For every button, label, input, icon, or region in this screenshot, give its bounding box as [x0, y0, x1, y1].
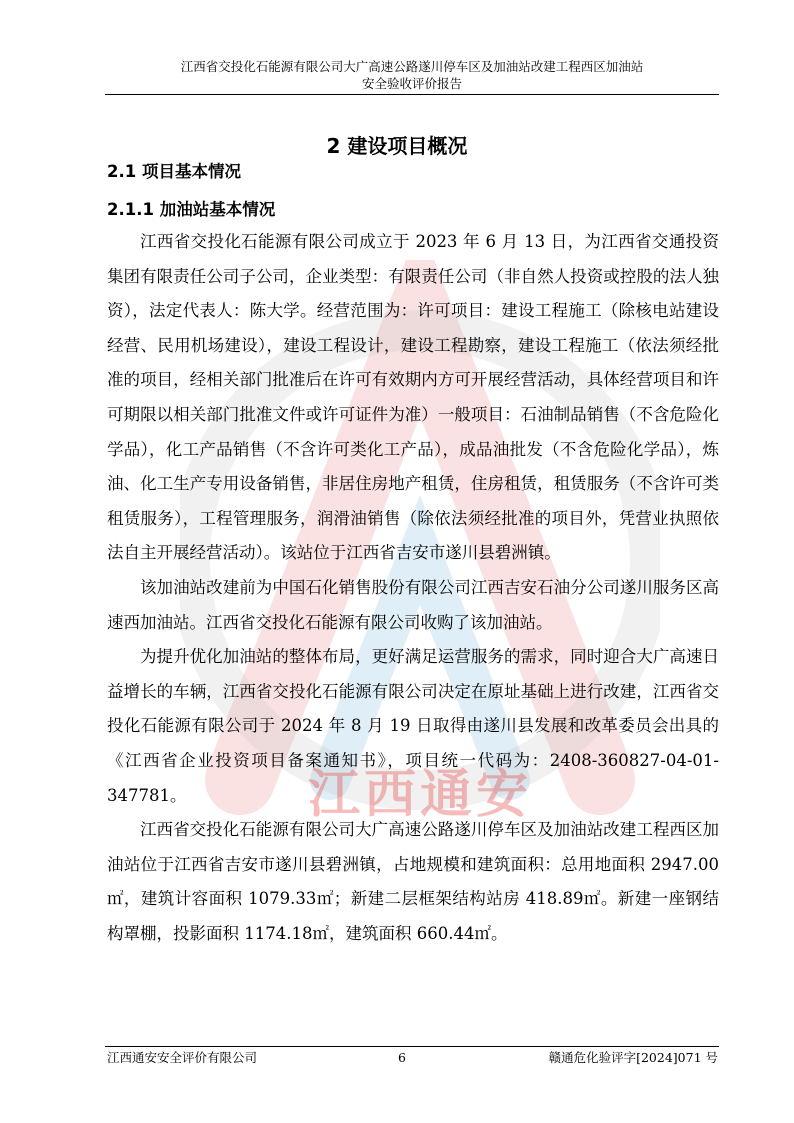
paragraph-company-intro: 江西省交投化石能源有限公司成立于 2023 年 6 月 13 日，为江西省交通投资集团有限责任公司子公司，企业类型：有限责任公司（非自然人投资或控股的法人独资），法定代表人：陈大学。经营范围为：许可项目：建设工程施工（除核电站建设经营、民用机场建设），建设工程设计，建设工程勘察，建设工程施工（依法须经批准的项目，经相关部门批准后在许可有效期内方可开展经营活动，具体经营项目和许可期限以相关部门批准文件或许可证件为准）一般项目：石油制品销售（不含危险化学品），化工产品销售（不含许可类化工产品），成品油批发（不含危险化学品），炼油、化工生产专用设备销售，非居住房地产租赁，住房租赁，租赁服务（不含许可类租赁服务），工程管理服务，润滑油销售（除依法须经批准的项目外，凭营业执照依法自主开展经营活动）。该站位于江西省吉安市遂川县碧洲镇。	[107, 232, 719, 563]
body-text	[107, 225, 719, 951]
subsection-heading: 2.1.1 加油站基本情况	[107, 200, 276, 219]
paragraph-reconstruction: 为提升优化加油站的整体布局，更好满足运营服务的需求，同时迎合大广高速日益增长的车辆，江西省交投化石能源有限公司决定在原址基础上进行改建，江西省交投化石能源有限公司于 2024 年 8 月 19 日取得由遂川县发展和改革委员会出具的《江西省企业投资项目备案通知书》，项目统一代码为：2408-360827-04-01-347781。	[107, 647, 719, 805]
watermark-text: 江西通安	[308, 765, 533, 825]
header-line-2: 安全验收评价报告	[361, 76, 462, 91]
footer-divider	[105, 1046, 719, 1047]
footer-page-number: 6	[398, 1050, 406, 1065]
header-line-1: 江西省交投化石能源有限公司大广高速公路遂川停车区及加油站改建工程西区加油站	[180, 59, 644, 74]
page-header	[105, 58, 719, 95]
footer-doc-number: 赣通危化验评字[2024]071 号	[548, 1050, 718, 1065]
paragraph-previous-owner: 该加油站改建前为中国石化销售股份有限公司江西吉安石油分公司遂川服务区高速西加油站。江西省交投化石能源有限公司收购了该加油站。	[107, 577, 719, 632]
page-title: 2 建设项目概况	[326, 134, 468, 158]
footer-company: 江西通安安全评价有限公司	[107, 1050, 258, 1065]
paragraph-site-area: 江西省交投化石能源有限公司大广高速公路遂川停车区及加油站改建工程西区加油站位于江西省吉安市遂川县碧洲镇，占地规模和建筑面积：总用地面积 2947.00㎡，建筑计容面积 1079.33㎡；新建二层框架结构站房 418.89㎡。新建一座钢结构罩棚，投影面积 1174.18㎡，建筑面积 660.44㎡。	[107, 820, 719, 943]
section-heading: 2.1 项目基本情况	[107, 162, 241, 181]
